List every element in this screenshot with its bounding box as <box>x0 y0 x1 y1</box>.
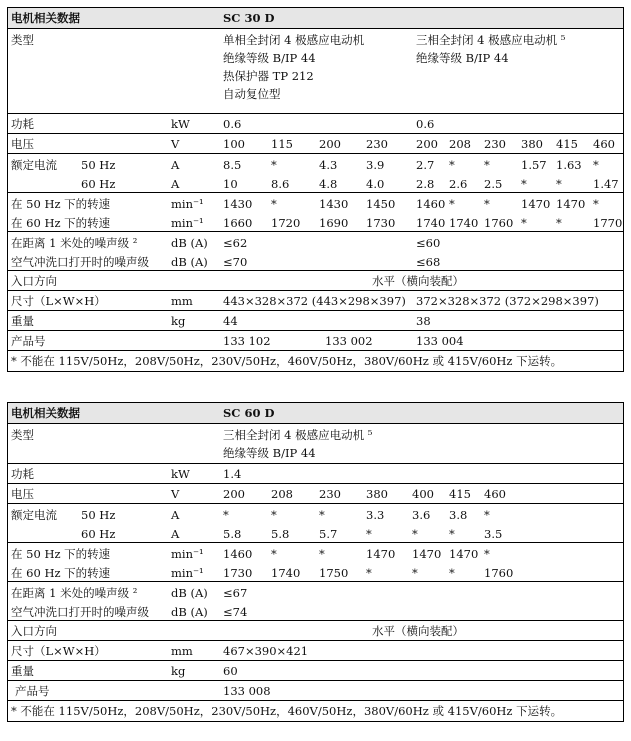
current50-value: * <box>484 508 490 522</box>
speed-unit: min⁻¹ <box>171 197 204 211</box>
current60-value: 5.7 <box>319 527 338 541</box>
voltage-value: 380 <box>366 487 388 501</box>
current60-value: * <box>449 527 455 541</box>
voltage-value: 100 <box>223 137 245 151</box>
speed50-value: * <box>319 547 325 561</box>
speed60-value: 1760 <box>484 566 514 580</box>
footnote: * 不能在 115V/50Hz，208V/50Hz，230V/50Hz，460V/50Hz，380V/60Hz 或 415V/60Hz 下运转。 <box>11 354 563 368</box>
product-label: 产品号 <box>11 334 46 348</box>
speed50-value: 1470 <box>556 197 586 211</box>
voltage-row <box>8 133 623 153</box>
inlet-value: 水平（横向装配） <box>372 624 464 638</box>
model-name: SC 60 D <box>223 406 275 420</box>
weight-row <box>8 310 623 330</box>
hz50-label: 50 Hz <box>81 508 116 522</box>
size-unit: mm <box>171 644 193 658</box>
voltage-value: 115 <box>271 137 293 151</box>
power-value-b: 0.6 <box>416 117 435 131</box>
size-row <box>8 640 623 660</box>
inlet-label: 入口方向 <box>11 624 57 638</box>
footnote-row <box>8 700 623 721</box>
hz50-label: 50 Hz <box>81 158 116 172</box>
voltage-value: 208 <box>271 487 293 501</box>
footnote-row <box>8 350 623 371</box>
current60-value: * <box>556 177 562 191</box>
speed50-value: * <box>484 197 490 211</box>
current50-value: * <box>223 508 229 522</box>
voltage-value: 200 <box>319 137 341 151</box>
product-number: 133 102 <box>223 334 271 348</box>
current50-value: 1.63 <box>556 158 582 172</box>
speed50-value: * <box>271 197 277 211</box>
speed60-label: 在 60 Hz 下的转速 <box>11 216 111 230</box>
current60-value: 4.8 <box>319 177 338 191</box>
product-row <box>8 330 623 350</box>
speed50-value: 1470 <box>449 547 479 561</box>
speed-block <box>8 542 623 581</box>
current60-value: 4.0 <box>366 177 385 191</box>
size-value: 467×390×421 <box>223 644 309 658</box>
speed60-value: 1770 <box>593 216 623 230</box>
current60-value: 2.8 <box>416 177 435 191</box>
speed60-label: 在 60 Hz 下的转速 <box>11 566 111 580</box>
current60-value: 5.8 <box>223 527 242 541</box>
product-number: 133 002 <box>325 334 373 348</box>
size-label: 尺寸（L×W×H） <box>11 294 106 308</box>
current-unit: A <box>171 527 180 541</box>
voltage-label: 电压 <box>11 487 34 501</box>
speed60-value: 1740 <box>271 566 301 580</box>
inlet-row <box>8 270 623 290</box>
speed60-value: * <box>521 216 527 230</box>
noise-block <box>8 581 623 620</box>
speed60-value: 1740 <box>449 216 479 230</box>
speed60-value: 1660 <box>223 216 253 230</box>
power-value-a: 0.6 <box>223 117 242 131</box>
current50-value: * <box>449 158 455 172</box>
speed50-label: 在 50 Hz 下的转速 <box>11 197 111 211</box>
current-label: 额定电流 <box>11 508 57 522</box>
type-three-phase: 三相全封闭 4 极感应电动机 ⁵ 绝缘等级 B/IP 44 <box>223 428 373 460</box>
noise2-value: ≤74 <box>223 605 248 619</box>
speed60-value: * <box>412 566 418 580</box>
hz60-label: 60 Hz <box>81 177 116 191</box>
weight-label: 重量 <box>11 664 34 678</box>
noise2-value-a: ≤70 <box>223 255 248 269</box>
power-row <box>8 113 623 133</box>
speed60-value: * <box>366 566 372 580</box>
current50-value: 8.5 <box>223 158 242 172</box>
current50-value: * <box>271 158 277 172</box>
table-title: 电机相关数据 <box>11 11 80 25</box>
current-label: 额定电流 <box>11 158 57 172</box>
speed50-value: 1470 <box>521 197 551 211</box>
speed-unit: min⁻¹ <box>171 547 204 561</box>
speed50-value: 1430 <box>223 197 253 211</box>
power-label: 功耗 <box>11 467 34 481</box>
voltage-unit: V <box>171 137 180 151</box>
noise1-value: ≤67 <box>223 586 248 600</box>
noise-unit: dB (A) <box>171 586 208 600</box>
voltage-value: 380 <box>521 137 543 151</box>
speed-unit: min⁻¹ <box>171 216 204 230</box>
speed60-value: 1740 <box>416 216 446 230</box>
power-value: 1.4 <box>223 467 242 481</box>
product-label: 产品号 <box>15 684 50 698</box>
product-number: 133 008 <box>223 684 271 698</box>
inlet-label: 入口方向 <box>11 274 57 288</box>
size-label: 尺寸（L×W×H） <box>11 644 106 658</box>
current60-value: 3.5 <box>484 527 503 541</box>
noise1-label: 在距离 1 米处的噪声级 ² <box>11 236 138 250</box>
speed50-value: * <box>449 197 455 211</box>
noise2-value-b: ≤68 <box>416 255 441 269</box>
size-unit: mm <box>171 294 193 308</box>
current60-value: * <box>366 527 372 541</box>
speed50-value: * <box>484 547 490 561</box>
current50-value: 4.3 <box>319 158 338 172</box>
type-row <box>8 423 623 463</box>
type-three-phase: 三相全封闭 4 极感应电动机 ⁵ 绝缘等级 B/IP 44 <box>416 33 566 65</box>
current50-value: * <box>484 158 490 172</box>
voltage-value: 415 <box>449 487 471 501</box>
current50-value: 1.57 <box>521 158 547 172</box>
speed50-value: * <box>593 197 599 211</box>
speed50-value: 1450 <box>366 197 396 211</box>
power-unit: kW <box>171 467 190 481</box>
current50-value: * <box>593 158 599 172</box>
noise-unit: dB (A) <box>171 236 208 250</box>
current60-value: 8.6 <box>271 177 290 191</box>
speed60-value: 1730 <box>366 216 396 230</box>
current-unit: A <box>171 158 180 172</box>
table-header-row <box>8 8 623 28</box>
noise-block <box>8 231 623 270</box>
current60-value: * <box>412 527 418 541</box>
speed60-value: * <box>449 566 455 580</box>
current50-value: 2.7 <box>416 158 435 172</box>
speed50-value: 1460 <box>416 197 446 211</box>
voltage-value: 400 <box>412 487 434 501</box>
noise-unit: dB (A) <box>171 255 208 269</box>
weight-unit: kg <box>171 314 186 328</box>
speed60-value: * <box>556 216 562 230</box>
current-block <box>8 503 623 542</box>
current60-value: 5.8 <box>271 527 290 541</box>
voltage-value: 230 <box>484 137 506 151</box>
voltage-row <box>8 483 623 503</box>
type-single-phase: 单相全封闭 4 极感应电动机 绝缘等级 B/IP 44 热保护器 TP 212 自动复位型 <box>223 33 365 101</box>
weight-row <box>8 660 623 680</box>
product-row <box>8 680 623 700</box>
table-header-row <box>8 403 623 423</box>
motor-data-table-sc60d <box>7 402 624 722</box>
product-number: 133 004 <box>416 334 464 348</box>
size-value-a: 443×328×372 (443×298×397) <box>223 294 406 308</box>
current60-value: * <box>521 177 527 191</box>
power-row <box>8 463 623 483</box>
speed50-value: 1470 <box>366 547 396 561</box>
size-row <box>8 290 623 310</box>
weight-label: 重量 <box>11 314 34 328</box>
current50-value: 3.9 <box>366 158 385 172</box>
voltage-value: 230 <box>366 137 388 151</box>
weight-value-b: 38 <box>416 314 431 328</box>
footnote: * 不能在 115V/50Hz，208V/50Hz，230V/50Hz，460V/50Hz，380V/60Hz 或 415V/60Hz 下运转。 <box>11 704 563 718</box>
voltage-value: 460 <box>484 487 506 501</box>
current50-value: * <box>271 508 277 522</box>
speed60-value: 1750 <box>319 566 349 580</box>
current-unit: A <box>171 177 180 191</box>
voltage-value: 230 <box>319 487 341 501</box>
speed50-label: 在 50 Hz 下的转速 <box>11 547 111 561</box>
model-name: SC 30 D <box>223 11 275 25</box>
type-row <box>8 28 623 113</box>
speed60-value: 1760 <box>484 216 514 230</box>
current-block <box>8 153 623 192</box>
current50-value: 3.3 <box>366 508 385 522</box>
hz60-label: 60 Hz <box>81 527 116 541</box>
current-unit: A <box>171 508 180 522</box>
noise-unit: dB (A) <box>171 605 208 619</box>
speed-unit: min⁻¹ <box>171 566 204 580</box>
weight-value: 60 <box>223 664 238 678</box>
speed60-value: 1730 <box>223 566 253 580</box>
noise1-value-a: ≤62 <box>223 236 248 250</box>
current60-value: 2.5 <box>484 177 503 191</box>
type-label: 类型 <box>11 428 34 442</box>
inlet-row <box>8 620 623 640</box>
voltage-label: 电压 <box>11 137 34 151</box>
current50-value: 3.6 <box>412 508 431 522</box>
voltage-unit: V <box>171 487 180 501</box>
voltage-value: 200 <box>223 487 245 501</box>
speed50-value: 1460 <box>223 547 253 561</box>
inlet-value: 水平（横向装配） <box>372 274 464 288</box>
power-unit: kW <box>171 117 190 131</box>
noise2-label: 空气冲洗口打开时的噪声级 <box>11 255 149 269</box>
weight-unit: kg <box>171 664 186 678</box>
speed60-value: 1720 <box>271 216 301 230</box>
current60-value: 2.6 <box>449 177 468 191</box>
table-title: 电机相关数据 <box>11 406 80 420</box>
noise1-label: 在距离 1 米处的噪声级 ² <box>11 586 138 600</box>
noise2-label: 空气冲洗口打开时的噪声级 <box>11 605 149 619</box>
current50-value: * <box>319 508 325 522</box>
voltage-value: 415 <box>556 137 578 151</box>
weight-value-a: 44 <box>223 314 238 328</box>
power-label: 功耗 <box>11 117 34 131</box>
speed50-value: * <box>271 547 277 561</box>
current50-value: 3.8 <box>449 508 468 522</box>
current60-value: 1.47 <box>593 177 619 191</box>
size-value-b: 372×328×372 (372×298×397) <box>416 294 599 308</box>
type-label: 类型 <box>11 33 34 47</box>
voltage-value: 460 <box>593 137 615 151</box>
voltage-value: 200 <box>416 137 438 151</box>
voltage-value: 208 <box>449 137 471 151</box>
speed60-value: 1690 <box>319 216 349 230</box>
speed50-value: 1430 <box>319 197 349 211</box>
motor-data-table-sc30d <box>7 7 624 372</box>
current60-value: 10 <box>223 177 238 191</box>
noise1-value-b: ≤60 <box>416 236 441 250</box>
speed-block <box>8 192 623 231</box>
speed50-value: 1470 <box>412 547 442 561</box>
